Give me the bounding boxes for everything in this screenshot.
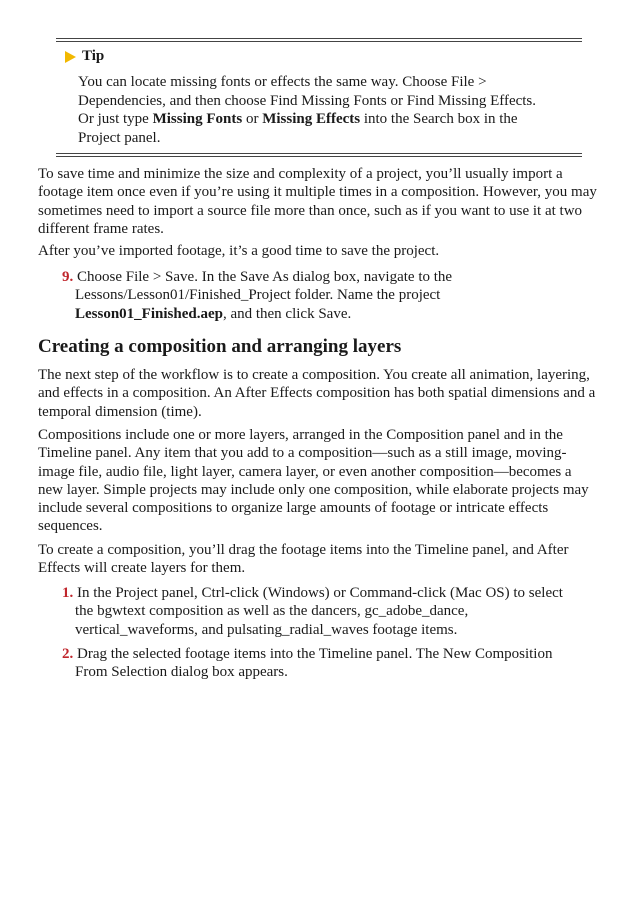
play-arrow-icon bbox=[65, 51, 76, 63]
paragraph-compositions-layers: Compositions include one or more layers, arranged in the Composition panel and in the Timeline panel. Any item that you add to a composition—such as a still image, moving-image file, audio file, light layer, camera layer, or even another composition—becomes a new layer. Simple projects may include only one composition, while elaborate projects may include several compositions to organize large amounts of footage or intricate effects sequences. bbox=[38, 427, 589, 535]
step-9: 9. Choose File > Save. In the Save As dialog box, navigate to the Lessons/Lesson01/Finished_Project folder. Name the project Lesson01_Finished.aep, and then click Save. bbox=[62, 269, 453, 322]
step-number: 2. bbox=[62, 646, 74, 662]
filename-bold: Lesson01_Finished.aep bbox=[75, 305, 223, 322]
step-2: 2. Drag the selected footage items into the Timeline panel. The New Composition From Selection dialog box appears. bbox=[62, 646, 553, 681]
tip-top-rule bbox=[56, 38, 582, 42]
tip-line: Dependencies, and then choose Find Missing Fonts or Find Missing Effects. bbox=[78, 92, 537, 109]
step-number: 9. bbox=[62, 269, 74, 285]
tip-title: Tip bbox=[82, 48, 105, 64]
section-heading: Creating a composition and arranging layers bbox=[38, 336, 402, 357]
step-number: 1. bbox=[62, 585, 74, 601]
paragraph-import-once: To save time and minimize the size and complexity of a project, you’ll usually import a footage item once even if you’re using it multiple times in a composition. However, you may sometimes need to import a source file more than once, such as if you want to use it at two different frame rates. bbox=[38, 166, 597, 237]
paragraph-create-composition: To create a composition, you’ll drag the footage items into the Timeline panel, and After Effects will create layers for them. bbox=[38, 542, 569, 577]
tip-line: Project panel. bbox=[78, 129, 161, 146]
tip-bold-missing-fonts: Missing Fonts bbox=[152, 111, 243, 127]
tip-bottom-rule bbox=[56, 153, 582, 157]
tip-line: Or just type Missing Fonts or Missing Effects into the Search box in the bbox=[78, 111, 518, 127]
tip-header bbox=[65, 48, 104, 65]
step-1: 1. In the Project panel, Ctrl-click (Windows) or Command-click (Mac OS) to select the bgwtext composition as well as the dancers, gc_adobe_dance, vertical_waveforms, and pulsating_radial_waves footage items. bbox=[62, 585, 563, 638]
tip-body bbox=[78, 73, 568, 147]
tip-line: You can locate missing fonts or effects the same way. Choose File > bbox=[78, 74, 487, 90]
paragraph-save-project: After you’ve imported footage, it’s a good time to save the project. bbox=[38, 243, 440, 259]
tip-bold-missing-effects: Missing Effects bbox=[262, 111, 361, 127]
paragraph-composition-intro: The next step of the workflow is to create a composition. You create all animation, layering, and effects in a composition. An After Effects composition has both spatial dimensions and a temporal dimension (time). bbox=[38, 367, 596, 420]
